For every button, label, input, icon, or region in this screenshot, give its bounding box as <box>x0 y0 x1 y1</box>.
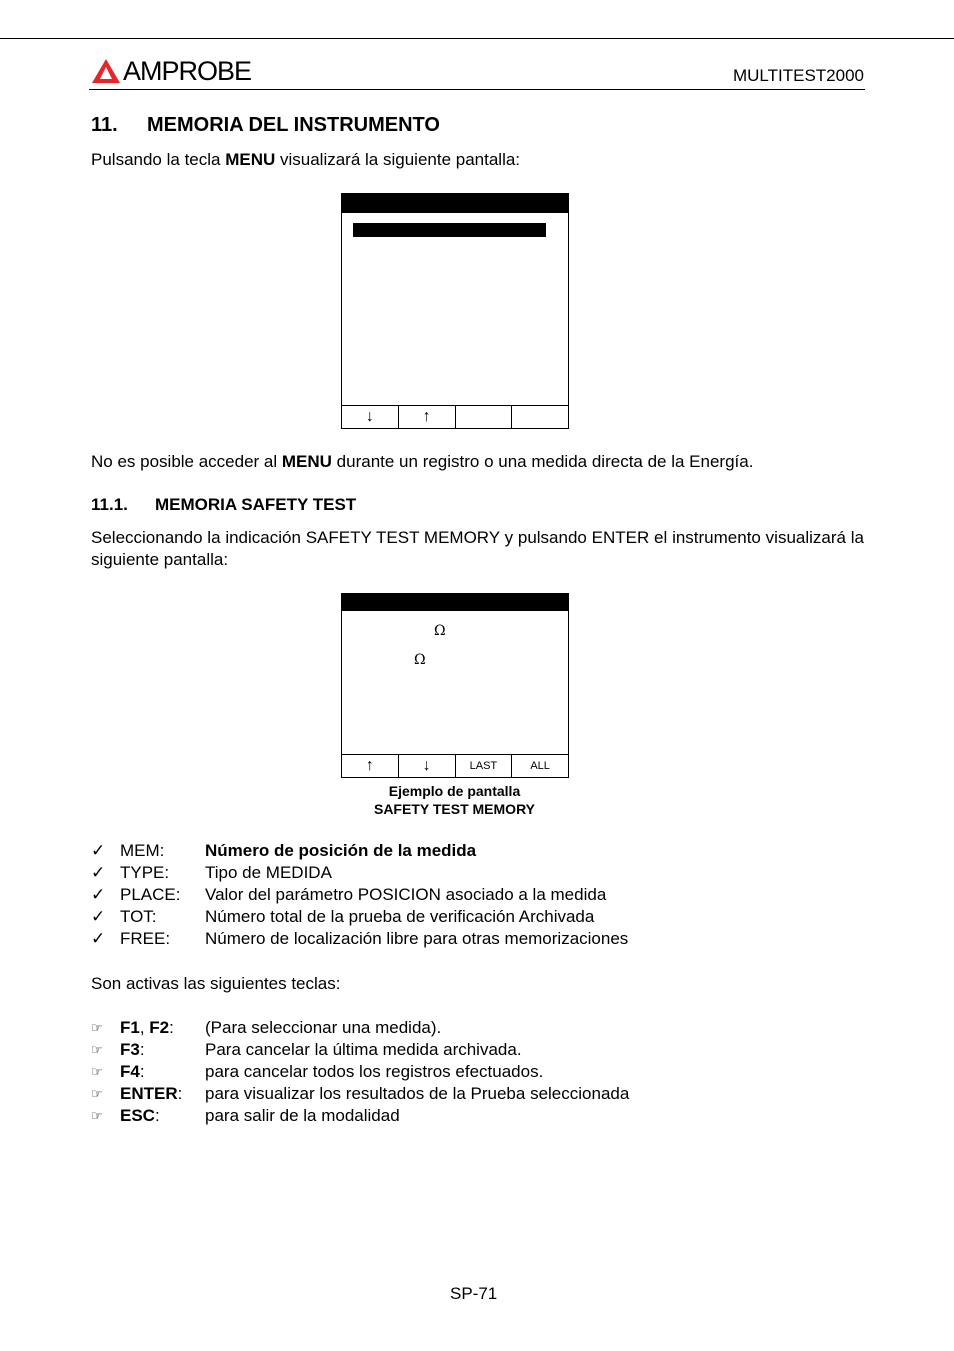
menu-note <box>91 451 753 473</box>
caption-line: Ejemplo de pantalla <box>388 783 521 799</box>
field-key: MEM: <box>120 841 165 860</box>
pointing-hand-icon: ☞ <box>91 1020 103 1035</box>
list-item <box>91 840 628 862</box>
subsection-heading <box>91 495 356 515</box>
key-name <box>120 1061 205 1083</box>
pointing-hand-icon: ☞ <box>91 1064 103 1079</box>
field-desc: Número de posición de la medida <box>205 841 477 860</box>
key-desc: (Para seleccionar una medida). <box>205 1018 442 1037</box>
field-desc: Número total de la prueba de verificación Archivada <box>205 907 595 926</box>
screen-title-bar <box>342 594 568 611</box>
warning-triangle-icon <box>91 58 121 84</box>
key-name <box>120 1083 205 1105</box>
keys-intro: Son activas las siguientes teclas: <box>91 974 341 993</box>
brand-logo <box>91 56 251 86</box>
header-rule <box>89 89 865 90</box>
field-desc: Tipo de MEDIDA <box>205 863 332 882</box>
list-item <box>91 928 628 950</box>
checkmark-icon: ✓ <box>91 863 106 882</box>
intro-text: Pulsando la tecla <box>91 150 226 169</box>
menu-fkey-bar <box>342 405 568 428</box>
subsection-number: 11.1. <box>91 495 128 514</box>
pointing-hand-icon: ☞ <box>91 1108 103 1123</box>
checkmark-icon: ✓ <box>91 841 106 860</box>
list-item <box>91 1039 629 1061</box>
field-key: PLACE: <box>120 885 181 904</box>
key-colon: : <box>169 1018 174 1037</box>
menu-screen <box>341 193 569 429</box>
section-number: 11. <box>91 114 118 136</box>
list-item <box>91 1017 629 1039</box>
list-item <box>91 1083 629 1105</box>
top-rule <box>0 38 954 39</box>
key-label: F4 <box>120 1062 140 1081</box>
note-text: No es posible acceder al <box>91 452 282 471</box>
checkmark-icon: ✓ <box>91 929 106 948</box>
screen-caption <box>341 782 568 818</box>
key-colon: : <box>154 1106 160 1125</box>
pointing-hand-icon: ☞ <box>91 1042 103 1057</box>
fkey-up-arrow[interactable]: ↑ <box>342 755 399 777</box>
list-item <box>91 862 628 884</box>
key-label: F3 <box>120 1040 140 1059</box>
fkey-down-arrow[interactable]: ↓ <box>342 406 399 428</box>
fkey-4[interactable] <box>512 406 568 428</box>
intro-key: MENU <box>225 150 276 169</box>
key-name <box>120 1105 205 1127</box>
checkmark-icon: ✓ <box>91 907 106 926</box>
field-desc: Valor del parámetro POSICION asociado a la medida <box>205 885 607 904</box>
menu-selection-highlight <box>353 223 546 237</box>
list-item <box>91 1105 629 1127</box>
key-desc: para salir de la modalidad <box>205 1106 400 1125</box>
key-colon: : <box>139 1040 145 1059</box>
page-number: SP-71 <box>450 1284 498 1303</box>
intro-paragraph <box>91 149 520 171</box>
key-colon: : <box>177 1084 183 1103</box>
note-key: MENU <box>281 452 332 471</box>
fkey-all[interactable]: ALL <box>530 760 550 772</box>
checkmark-icon: ✓ <box>91 885 106 904</box>
key-desc: Para cancelar la última medida archivada. <box>205 1040 522 1059</box>
brand-name: AMPROBE <box>123 56 252 86</box>
subsection-paragraph: Seleccionando la indicación SAFETY TEST MEMORY y pulsando ENTER el instrumento visualizará la siguiente pantalla: <box>91 528 864 569</box>
model-name: MULTITEST2000 <box>732 66 864 85</box>
omega-symbol: Ω <box>434 623 446 639</box>
key-name <box>120 1039 205 1061</box>
key-separator: , <box>139 1018 150 1037</box>
fkey-down-arrow[interactable]: ↓ <box>399 755 456 777</box>
section-heading <box>91 114 440 137</box>
memory-screen <box>341 593 569 778</box>
key-colon: : <box>139 1062 145 1081</box>
memory-fkey-bar <box>342 754 568 777</box>
keys-list <box>91 1017 629 1127</box>
key-desc: para visualizar los resultados de la Prueba seleccionada <box>205 1084 630 1103</box>
list-item <box>91 1061 629 1083</box>
key-label: F1 <box>120 1018 140 1037</box>
note-text-end: durante un registro o una medida directa de la Energía. <box>331 452 754 471</box>
key-label: ENTER <box>120 1084 178 1103</box>
field-key: TOT: <box>120 907 157 926</box>
field-key: TYPE: <box>120 863 170 882</box>
fkey-last[interactable]: LAST <box>456 755 513 777</box>
screen-title-bar <box>342 194 568 213</box>
field-key: FREE: <box>120 929 171 948</box>
key-label: ESC <box>120 1106 155 1125</box>
fkey-up-arrow[interactable]: ↑ <box>399 406 456 428</box>
subsection-title: MEMORIA SAFETY TEST <box>155 495 357 514</box>
list-item <box>91 884 628 906</box>
key-label: F2 <box>149 1018 170 1037</box>
key-name <box>120 1017 205 1039</box>
intro-text-end: visualizará la siguiente pantalla: <box>275 150 521 169</box>
pointing-hand-icon: ☞ <box>91 1086 103 1101</box>
omega-symbol: Ω <box>414 652 426 668</box>
fkey-3[interactable] <box>456 406 513 428</box>
fields-list <box>91 840 628 950</box>
caption-line: SAFETY TEST MEMORY <box>373 801 535 817</box>
list-item <box>91 906 628 928</box>
key-desc: para cancelar todos los registros efectuados. <box>205 1062 544 1081</box>
section-title: MEMORIA DEL INSTRUMENTO <box>147 114 440 136</box>
field-desc: Número de localización libre para otras memorizaciones <box>205 929 629 948</box>
